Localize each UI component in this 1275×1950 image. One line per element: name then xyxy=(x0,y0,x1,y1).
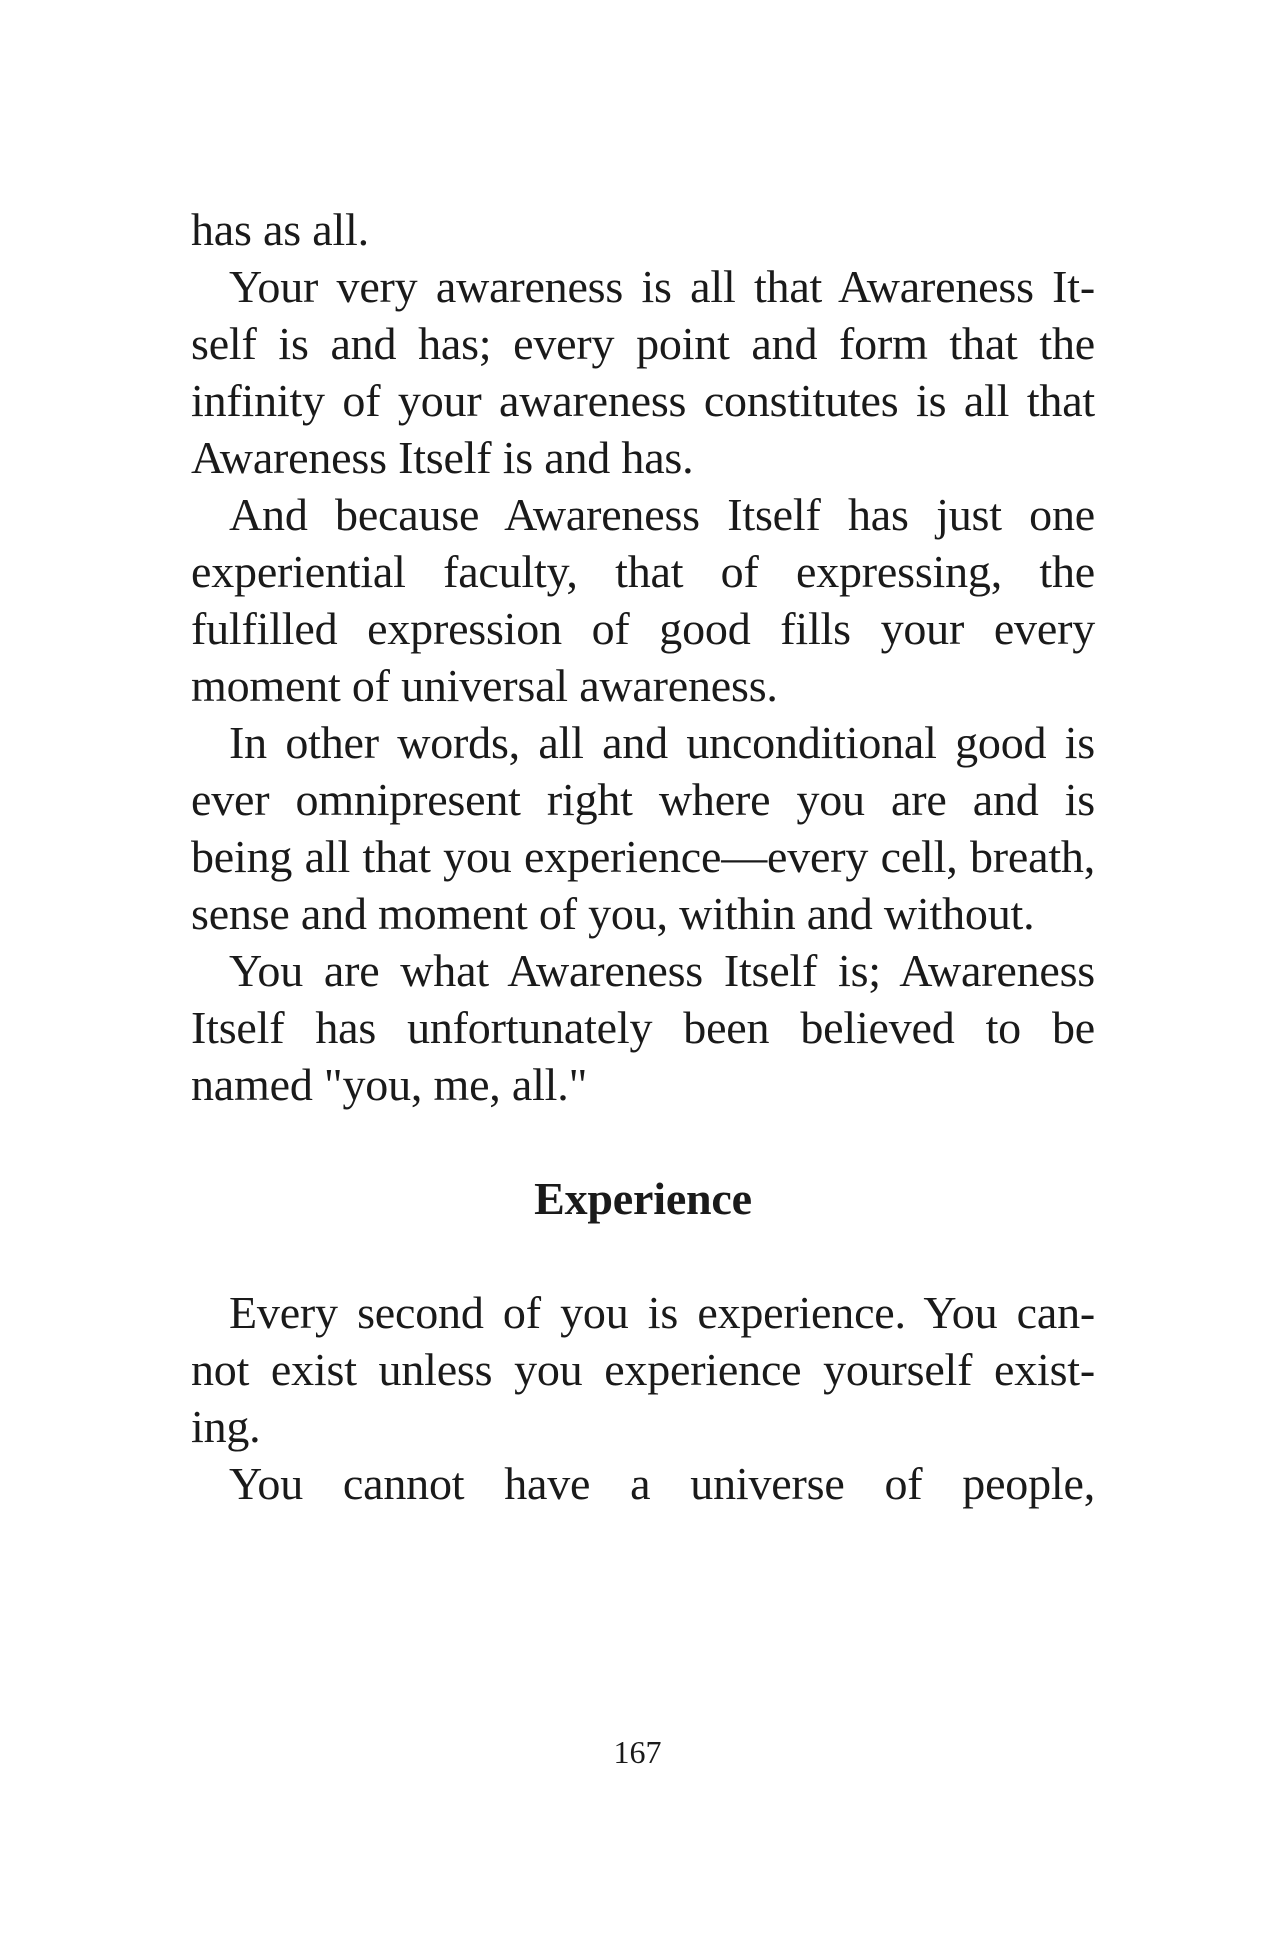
paragraph-unconditional-good: In other words, all and unconditional good is ever omnipresent right where you are and is being all that you experience—every cell, breath, sense and moment of you, within and without. xyxy=(191,717,1095,939)
paragraph-continuation: has as all. xyxy=(191,204,369,255)
paragraph-awareness-itself: Your very awareness is all that Awareness It-self is and has; every point and form that the infinity of your awareness constitutes is all that Awareness Itself is and has. xyxy=(191,261,1095,483)
body-text xyxy=(191,201,1095,1512)
section-heading: Experience xyxy=(534,1173,752,1224)
paragraph-experiential-faculty: And because Awareness Itself has just one experiential faculty, that of expressing, the fulfilled expression of good fills your every moment of universal awareness. xyxy=(191,489,1095,711)
page-number: 167 xyxy=(613,1734,662,1770)
paragraph-every-second: Every second of you is experience. You can-not exist unless you experience yourself exist-ing. xyxy=(191,1287,1095,1452)
paragraph-you-are: You are what Awareness Itself is; Awareness Itself has unfortunately been believed to be named "you, me, all." xyxy=(191,945,1095,1110)
paragraph-universe-of-people: You cannot have a universe of people, xyxy=(229,1458,1095,1509)
